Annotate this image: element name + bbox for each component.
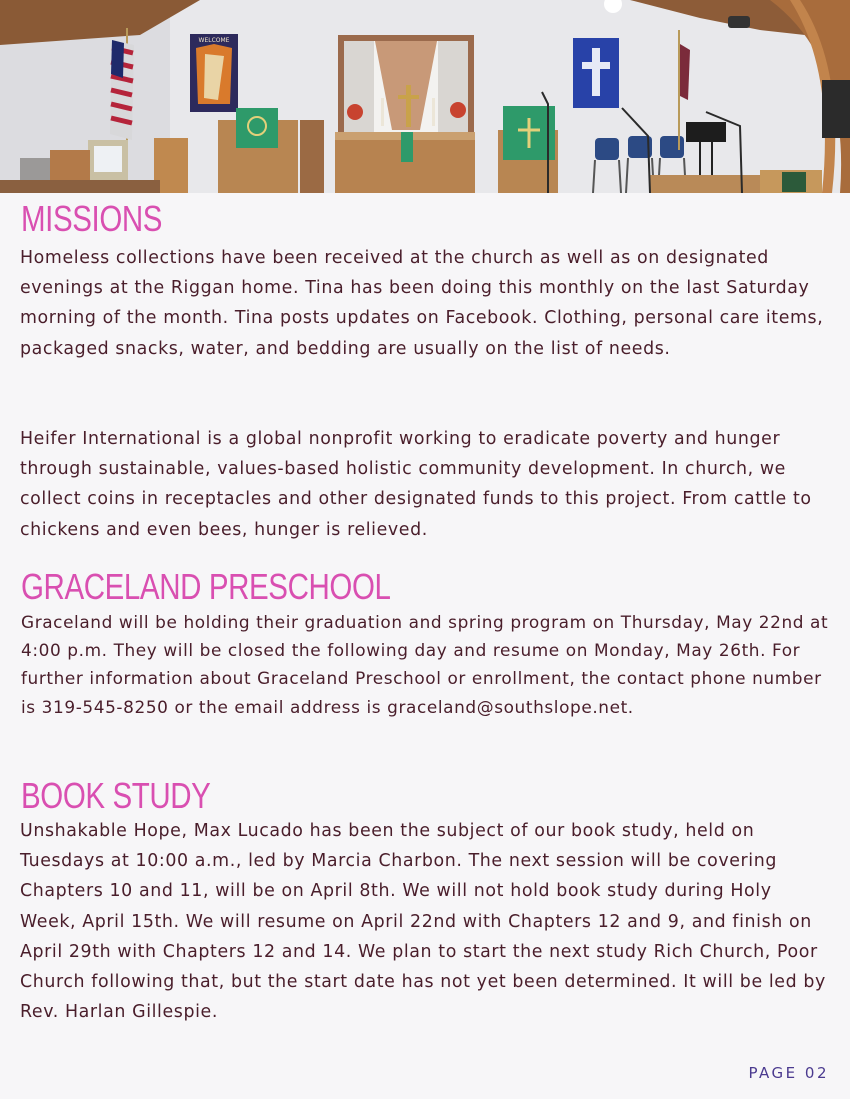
- sanctuary-photo: [0, 0, 850, 193]
- speaker-icon: [822, 80, 850, 138]
- book-study-heading: BOOK STUDY: [21, 775, 211, 816]
- missions-paragraph-heifer: Heifer International is a global nonprofit working to eradicate poverty and hunger through sustainable, values-based holistic community development. In church, we collect coins in receptacles and other designated funds to this project. From cattle to chickens and even bees, hunger is relieved.: [20, 429, 812, 540]
- preschool-heading: GRACELAND PRESCHOOL: [21, 566, 391, 607]
- welcome-banner-text: WELCOME: [198, 37, 230, 44]
- missions-paragraph-homeless: Homeless collections have been received at the church as well as on designated evenings at the Riggan home. Tina has been doing this monthly on the last Saturday morning of the month. Tina posts updates on Facebook. Clothing, personal care items, packaged snacks, water, and bedding are usually on the list of needs.: [20, 248, 824, 359]
- preschool-paragraph: Graceland will be holding their graduation and spring program on Thursday, May 22nd at 4:00 p.m. They will be closed the following day and resume on Monday, May 26th. For further information about Graceland Preschool or enrollment, the contact phone number is 319-545-8250 or the email address is graceland@southslope.net.: [21, 612, 829, 717]
- missions-heading: MISSIONS: [21, 198, 163, 239]
- parament-left: [236, 108, 278, 148]
- flag-icon: [110, 40, 134, 140]
- page-number: PAGE 02: [748, 1064, 829, 1082]
- book-study-paragraph: Unshakable Hope, Max Lucado has been the subject of our book study, held on Tuesdays at 10:00 a.m., led by Marcia Charbon. The next session will be covering Chapters 10 and 11, will be on April 8th. We will not hold book study during Holy Week, April 15th. We will resume on April 22nd with Chapters 12 and 9, and finish on April 29th with Chapters 12 and 14. We plan to start the next study Rich Church, Poor Church following that, but the start date has not yet been determined. It will be led by Rev. Harlan Gillespie.: [20, 821, 826, 1023]
